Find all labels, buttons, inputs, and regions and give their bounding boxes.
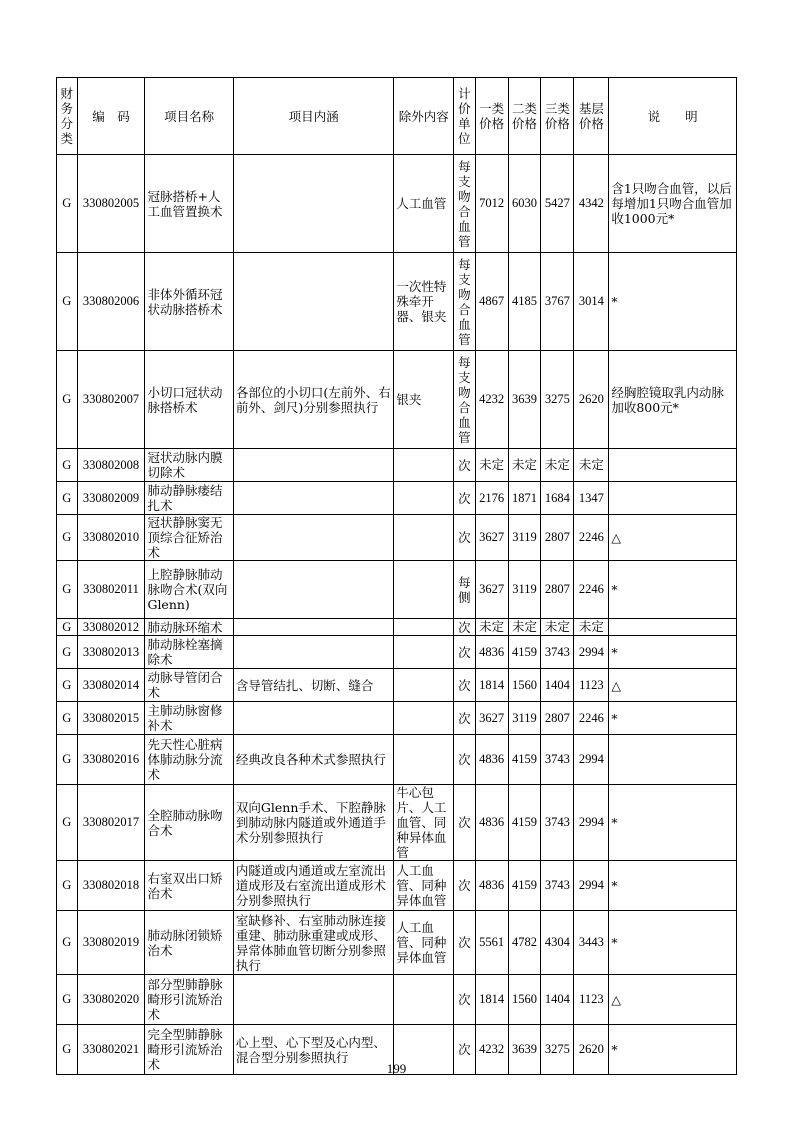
cell-code: 330802016: [77, 735, 145, 785]
cell-unit: 次: [454, 785, 476, 861]
table-row: [57, 561, 737, 619]
cell-code: 330802012: [77, 619, 145, 636]
cell-price3: 2807: [541, 515, 574, 561]
cell-price2: 1871: [508, 482, 541, 515]
cell-price3: 未定: [541, 449, 574, 482]
cell-price1: 4836: [475, 785, 508, 861]
cell-content: [233, 561, 393, 619]
cell-price1: 未定: [475, 619, 508, 636]
table-row: [57, 155, 737, 253]
cell-exclusions: 银夹: [394, 351, 454, 449]
cell-price1: 4867: [475, 253, 508, 351]
cell-unit: 次: [454, 975, 476, 1025]
cell-category: G: [57, 702, 78, 735]
price-table: [56, 77, 737, 1075]
cell-notes: 含1只吻合血管，以后每增加1只吻合血管加收1000元*: [609, 155, 737, 253]
cell-price-base: 2620: [574, 1025, 609, 1075]
cell-price1: 4836: [475, 735, 508, 785]
cell-unit: 次: [454, 482, 476, 515]
cell-name: 上腔静脉肺动脉吻合术(双向Glenn): [145, 561, 233, 619]
cell-category: G: [57, 482, 78, 515]
cell-notes: *: [609, 702, 737, 735]
cell-price-base: 4342: [574, 155, 609, 253]
cell-price-base: 1123: [574, 669, 609, 702]
cell-notes: △: [609, 669, 737, 702]
cell-code: 330802013: [77, 636, 145, 669]
cell-price-base: 2994: [574, 861, 609, 911]
table-row: [57, 785, 737, 861]
cell-category: G: [57, 785, 78, 861]
cell-price3: 3743: [541, 735, 574, 785]
cell-unit: 每支吻合血管: [454, 253, 476, 351]
cell-price1: 4232: [475, 351, 508, 449]
cell-price3: 5427: [541, 155, 574, 253]
cell-name: 完全型肺静脉畸形引流矫治术: [145, 1025, 233, 1075]
cell-name: 部分型肺静脉畸形引流矫治术: [145, 975, 233, 1025]
table-row: [57, 619, 737, 636]
cell-category: G: [57, 515, 78, 561]
cell-notes: *: [609, 561, 737, 619]
cell-price1: 5561: [475, 911, 508, 975]
cell-price2: 未定: [508, 449, 541, 482]
cell-price-base: 2246: [574, 515, 609, 561]
cell-code: 330802007: [77, 351, 145, 449]
cell-price1: 3627: [475, 561, 508, 619]
cell-category: G: [57, 669, 78, 702]
cell-price2: 1560: [508, 975, 541, 1025]
cell-exclusions: 人工血管: [394, 155, 454, 253]
cell-price-base: 3443: [574, 911, 609, 975]
cell-price2: 4159: [508, 861, 541, 911]
cell-code: 330802021: [77, 1025, 145, 1075]
cell-unit: 每支吻合血管: [454, 155, 476, 253]
cell-notes: *: [609, 861, 737, 911]
cell-code: 330802014: [77, 669, 145, 702]
cell-exclusions: [394, 482, 454, 515]
cell-price3: 2807: [541, 702, 574, 735]
cell-price-base: 未定: [574, 449, 609, 482]
cell-code: 330802006: [77, 253, 145, 351]
cell-content: [233, 702, 393, 735]
cell-price1: 未定: [475, 449, 508, 482]
cell-category: G: [57, 735, 78, 785]
cell-unit: 次: [454, 449, 476, 482]
cell-category: G: [57, 561, 78, 619]
cell-category: G: [57, 619, 78, 636]
table-row: [57, 911, 737, 975]
header-category: 财务分类: [57, 78, 78, 155]
cell-exclusions: [394, 561, 454, 619]
cell-price3: 1404: [541, 669, 574, 702]
cell-notes: 经胸腔镜取乳内动脉加收800元*: [609, 351, 737, 449]
cell-price-base: 未定: [574, 619, 609, 636]
cell-price1: 1814: [475, 975, 508, 1025]
cell-price2: 4185: [508, 253, 541, 351]
cell-exclusions: [394, 515, 454, 561]
header-name: 项目名称: [145, 78, 233, 155]
cell-price2: 4782: [508, 911, 541, 975]
cell-exclusions: [394, 449, 454, 482]
cell-name: 冠状动脉内膜切除术: [145, 449, 233, 482]
cell-price3: 3767: [541, 253, 574, 351]
table-row: [57, 861, 737, 911]
cell-name: 主肺动脉窗修补术: [145, 702, 233, 735]
cell-category: G: [57, 911, 78, 975]
cell-exclusions: 人工血管、同种异体血管: [394, 861, 454, 911]
cell-price2: 1560: [508, 669, 541, 702]
cell-price1: 3627: [475, 702, 508, 735]
cell-price-base: 2994: [574, 735, 609, 785]
cell-code: 330802020: [77, 975, 145, 1025]
cell-code: 330802005: [77, 155, 145, 253]
cell-price2: 4159: [508, 735, 541, 785]
cell-name: 肺动脉栓塞摘除术: [145, 636, 233, 669]
cell-content: [233, 155, 393, 253]
cell-unit: 次: [454, 735, 476, 785]
header-price1: 一类价格: [475, 78, 508, 155]
cell-price1: 4836: [475, 636, 508, 669]
cell-price-base: 2994: [574, 636, 609, 669]
cell-exclusions: [394, 702, 454, 735]
table-row: [57, 351, 737, 449]
cell-content: 内隧道或内通道或左室流出道成形及右室流出道成形术分别参照执行: [233, 861, 393, 911]
header-unit: 计价单位: [454, 78, 476, 155]
cell-price3: 3743: [541, 785, 574, 861]
cell-name: 冠脉搭桥+人工血管置换术: [145, 155, 233, 253]
header-content: 项目内涵: [233, 78, 393, 155]
cell-price3: 1684: [541, 482, 574, 515]
cell-exclusions: 人工血管、同种异体血管: [394, 911, 454, 975]
cell-category: G: [57, 351, 78, 449]
header-exclusions: 除外内容: [394, 78, 454, 155]
cell-category: G: [57, 1025, 78, 1075]
cell-content: [233, 619, 393, 636]
cell-name: 小切口冠状动脉搭桥术: [145, 351, 233, 449]
cell-exclusions: 一次性特殊牵开器、银夹: [394, 253, 454, 351]
cell-category: G: [57, 975, 78, 1025]
cell-content: [233, 482, 393, 515]
cell-price3: 3743: [541, 861, 574, 911]
cell-code: 330802015: [77, 702, 145, 735]
cell-price1: 2176: [475, 482, 508, 515]
cell-notes: △: [609, 975, 737, 1025]
cell-name: 肺动脉环缩术: [145, 619, 233, 636]
cell-notes: *: [609, 253, 737, 351]
cell-price3: 3743: [541, 636, 574, 669]
cell-price3: 3275: [541, 351, 574, 449]
cell-exclusions: [394, 735, 454, 785]
cell-price2: 4159: [508, 785, 541, 861]
cell-price2: 未定: [508, 619, 541, 636]
cell-price3: 1404: [541, 975, 574, 1025]
cell-category: G: [57, 253, 78, 351]
cell-price2: 4159: [508, 636, 541, 669]
cell-name: 全腔肺动脉吻合术: [145, 785, 233, 861]
cell-price1: 4836: [475, 861, 508, 911]
cell-name: 右室双出口矫治术: [145, 861, 233, 911]
cell-notes: *: [609, 911, 737, 975]
cell-category: G: [57, 155, 78, 253]
cell-unit: 次: [454, 911, 476, 975]
header-price3: 三类价格: [541, 78, 574, 155]
cell-notes: *: [609, 636, 737, 669]
table-row: [57, 253, 737, 351]
cell-code: 330802011: [77, 561, 145, 619]
cell-price2: 3639: [508, 1025, 541, 1075]
cell-name: 冠状静脉窦无顶综合征矫治术: [145, 515, 233, 561]
table-row: [57, 735, 737, 785]
cell-price1: 4232: [475, 1025, 508, 1075]
cell-code: 330802008: [77, 449, 145, 482]
cell-content: [233, 253, 393, 351]
cell-content: 经典改良各种术式参照执行: [233, 735, 393, 785]
cell-price3: 未定: [541, 619, 574, 636]
cell-price-base: 1347: [574, 482, 609, 515]
cell-unit: 次: [454, 669, 476, 702]
table-header-row: [57, 78, 737, 155]
cell-notes: *: [609, 785, 737, 861]
cell-unit: 每侧: [454, 561, 476, 619]
table-row: [57, 636, 737, 669]
cell-content: 双向Glenn手术、下腔静脉到肺动脉内隧道或外通道手术分别参照执行: [233, 785, 393, 861]
cell-unit: 每支吻合血管: [454, 351, 476, 449]
cell-content: 室缺修补、右室肺动脉连接重建、肺动脉重建或成形、异常体肺血管切断分别参照执行: [233, 911, 393, 975]
cell-name: 肺动静脉瘘结扎术: [145, 482, 233, 515]
cell-code: 330802009: [77, 482, 145, 515]
cell-unit: 次: [454, 1025, 476, 1075]
cell-unit: 次: [454, 861, 476, 911]
cell-notes: [609, 482, 737, 515]
cell-exclusions: [394, 975, 454, 1025]
cell-price1: 1814: [475, 669, 508, 702]
cell-price2: 3639: [508, 351, 541, 449]
cell-price1: 7012: [475, 155, 508, 253]
cell-category: G: [57, 449, 78, 482]
header-code: 编 码: [77, 78, 145, 155]
cell-code: 330802017: [77, 785, 145, 861]
cell-notes: *: [609, 1025, 737, 1075]
cell-content: 心上型、心下型及心内型、混合型分别参照执行: [233, 1025, 393, 1075]
cell-content: [233, 515, 393, 561]
table-row: [57, 449, 737, 482]
cell-unit: 次: [454, 619, 476, 636]
header-price-base: 基层价格: [574, 78, 609, 155]
table-row: [57, 975, 737, 1025]
cell-exclusions: [394, 636, 454, 669]
cell-unit: 次: [454, 636, 476, 669]
cell-notes: [609, 449, 737, 482]
cell-unit: 次: [454, 702, 476, 735]
cell-unit: 次: [454, 515, 476, 561]
cell-content: 各部位的小切口(左前外、右前外、剑尺)分别参照执行: [233, 351, 393, 449]
table-row: [57, 515, 737, 561]
cell-exclusions: [394, 669, 454, 702]
table-row: [57, 482, 737, 515]
cell-exclusions: 牛心包片、人工血管、同种异体血管: [394, 785, 454, 861]
cell-content: [233, 975, 393, 1025]
cell-category: G: [57, 861, 78, 911]
cell-price2: 3119: [508, 515, 541, 561]
cell-name: 动脉导管闭合术: [145, 669, 233, 702]
page-number: 199: [386, 1061, 407, 1076]
cell-price-base: 2246: [574, 561, 609, 619]
cell-name: 肺动脉闭锁矫治术: [145, 911, 233, 975]
header-price2: 二类价格: [508, 78, 541, 155]
cell-price2: 3119: [508, 702, 541, 735]
cell-price-base: 2994: [574, 785, 609, 861]
cell-name: 非体外循环冠状动脉搭桥术: [145, 253, 233, 351]
cell-notes: [609, 735, 737, 785]
cell-price-base: 2620: [574, 351, 609, 449]
cell-price3: 3275: [541, 1025, 574, 1075]
cell-price2: 3119: [508, 561, 541, 619]
cell-price1: 3627: [475, 515, 508, 561]
cell-price-base: 1123: [574, 975, 609, 1025]
cell-content: 含导管结扎、切断、缝合: [233, 669, 393, 702]
cell-name: 先天性心脏病体肺动脉分流术: [145, 735, 233, 785]
cell-code: 330802010: [77, 515, 145, 561]
cell-price2: 6030: [508, 155, 541, 253]
cell-price3: 4304: [541, 911, 574, 975]
cell-price-base: 2246: [574, 702, 609, 735]
table-row: [57, 669, 737, 702]
cell-exclusions: [394, 619, 454, 636]
cell-price-base: 3014: [574, 253, 609, 351]
table-row: [57, 702, 737, 735]
cell-price3: 2807: [541, 561, 574, 619]
cell-code: 330802018: [77, 861, 145, 911]
cell-notes: [609, 619, 737, 636]
header-notes: 说 明: [609, 78, 737, 155]
cell-code: 330802019: [77, 911, 145, 975]
cell-notes: △: [609, 515, 737, 561]
cell-content: [233, 636, 393, 669]
cell-category: G: [57, 636, 78, 669]
cell-content: [233, 449, 393, 482]
